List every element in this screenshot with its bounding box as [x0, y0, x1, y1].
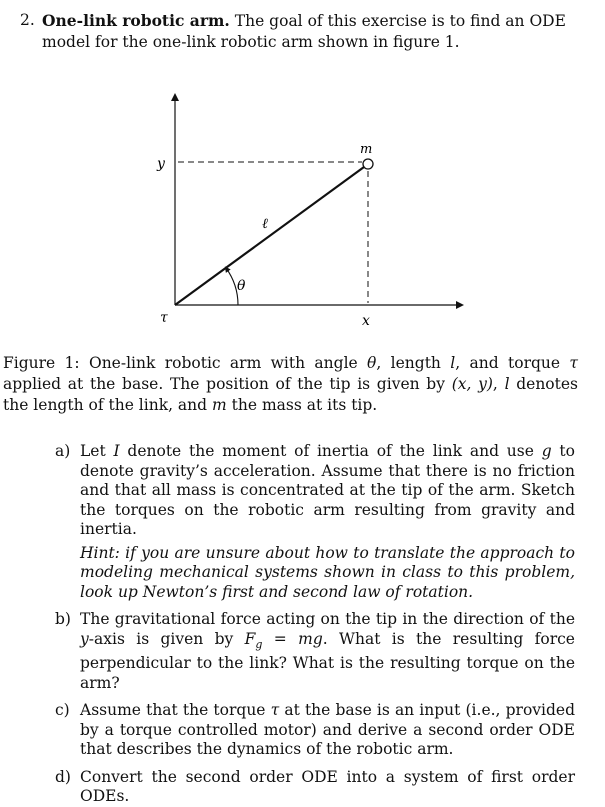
question-a-hint: Hint: if you are unsure about how to translate the approach to modeling mechanical systems shown in class to this problem, look up Newton’s first and second law of rotation.: [80, 543, 575, 601]
robotic-link: [175, 167, 364, 305]
question-list: [55, 442, 575, 807]
tip-mass: [363, 159, 373, 169]
problem-statement: [20, 10, 580, 53]
problem-title: One-link robotic arm.: [42, 11, 230, 30]
tau-label: τ: [160, 310, 168, 326]
figure-caption: Figure 1: One-link robotic arm with angle θ, length l, and torque τ applied at the base. The position of the tip is given by (x, y), l denotes the length of the link, and m the mass at its tip.: [3, 354, 578, 414]
question-b-label: b): [55, 610, 71, 628]
x-label: x: [362, 313, 370, 329]
question-c-label: c): [55, 701, 70, 720]
question-d: d) Convert the second order ODE into a system of first order ODEs.: [55, 767, 575, 806]
question-c: c) Assume that the torque τ at the base is an input (i.e., provided by a torque controlled motor) and derive a second order ODE that describes the dynamics of the robotic arm.: [55, 701, 576, 759]
theta-label: θ: [237, 278, 246, 294]
m-label: m: [360, 142, 373, 157]
problem-number: 2.: [20, 11, 35, 29]
question-b: b) The gravitational force acting on the tip in the direction of the y-axis is given by $F_g$ = mg. What is the resulting force perpendicular to the link? What is the resulting torque on the arm?: [55, 610, 575, 692]
question-a: a) Let I denote the moment of inertia of the link and use g to denote gravity’s acceleration. Assume that there is no friction and that all mass is concentrated at the tip of the arm. Sketch the torques on the robotic arm resulting from gravity and inertia. Hint: if you are unsure about how to translate the approach to modeling mechanical systems shown in class to this problem, look up Newton’s first and second law of rotation.: [55, 442, 575, 601]
y-label: y: [157, 156, 165, 172]
question-a-label: a): [55, 442, 71, 460]
ell-label: ℓ: [262, 216, 268, 232]
problem-intro: The goal of this exercise is to find an ODE model for the one-link robotic arm shown in figure 1.: [42, 12, 566, 51]
robotic-arm-figure: [140, 85, 480, 330]
question-d-label: d): [55, 767, 71, 786]
